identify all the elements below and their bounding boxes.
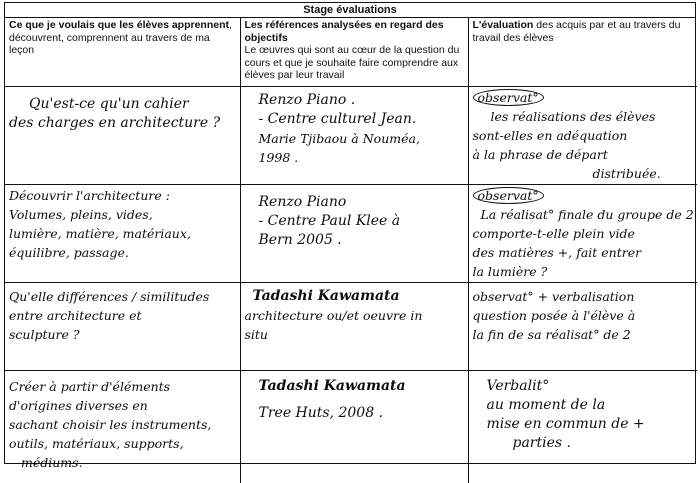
evaluation-cell: Verbalit° au moment de la mise en commun de + parties . [468,371,697,483]
reference-cell: Tadashi Kawamata Tree Huts, 2008 . [240,371,468,483]
reference-cell: Renzo Piano . - Centre culturel Jean. Marie Tjibaou à Nouméa, 1998 . [240,87,468,185]
evaluation-cell: observat° + verbalisation question posée à l'élève à la fin de sa réalisat° de 2 [468,283,697,371]
observation-badge: observat° [473,187,544,204]
sheet-title: Stage évaluations [5,3,695,18]
header-references: Les références analysées en regard des objectifs Le œuvres qui sont au cœur de la question du cours et que je souhaite faire comprendre aux élèves par leur travail [240,18,468,87]
evaluation-table [5,18,697,483]
reference-cell: Renzo Piano - Centre Paul Klee à Bern 2005 . [240,185,468,283]
observation-badge: observat° [473,89,544,106]
table-row [5,371,697,483]
objective-cell: Qu'elle différences / similitudes entre architecture et sculpture ? [5,283,240,371]
evaluation-sheet [4,2,696,470]
table-row [5,283,697,371]
evaluation-cell: observat° les réalisations des élèves sont-elles en adéquation à la phrase de départ distribuée. [468,87,697,185]
evaluation-cell: observat° La réalisat° finale du groupe de 2 comporte-t-elle plein vide des matières +, fait entrer la lumière ? [468,185,697,283]
objective-cell: Qu'est-ce qu'un cahier des charges en architecture ? [5,87,240,185]
reference-cell: Tadashi Kawamata architecture ou/et oeuvre in situ [240,283,468,371]
header-row [5,18,697,87]
objective-cell: Découvrir l'architecture : Volumes, pleins, vides, lumière, matière, matériaux, équilibre, passage. [5,185,240,283]
objective-cell: Créer à partir d'éléments d'origines diverses en sachant choisir les instruments, outils, matériaux, supports, médiums. [5,371,240,483]
header-objectives: Ce que je voulais que les élèves apprennent, découvrent, comprennent au travers de ma leçon [5,18,240,87]
table-row [5,185,697,283]
header-evaluation: L'évaluation des acquis par et au travers du travail des élèves [468,18,697,87]
table-row [5,87,697,185]
